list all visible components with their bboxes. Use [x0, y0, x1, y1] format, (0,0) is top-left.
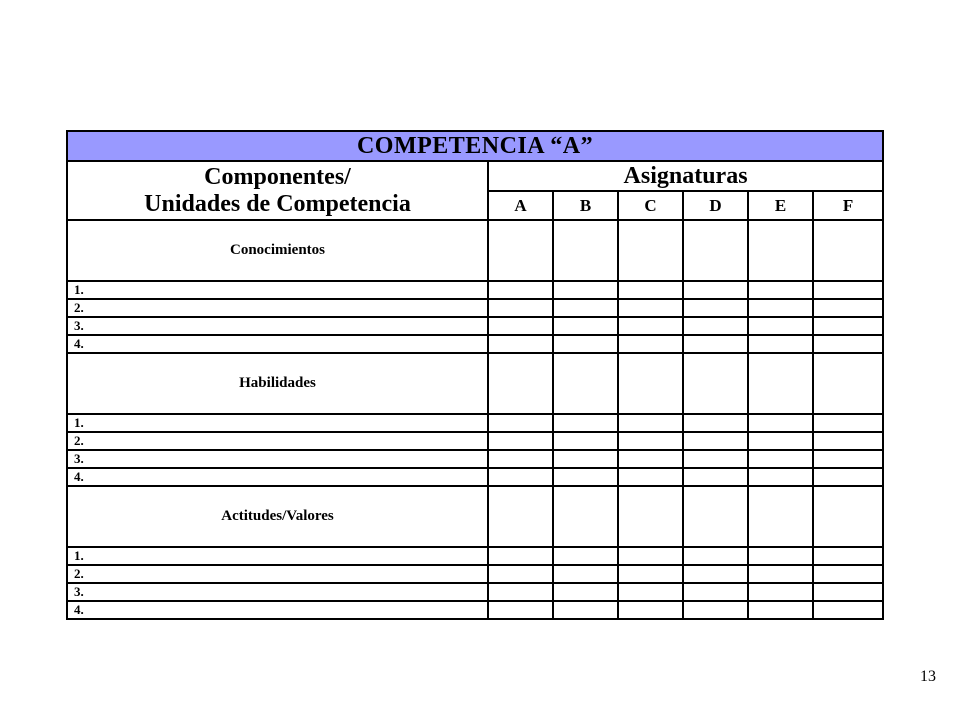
item-cell[interactable]	[683, 583, 748, 601]
item-cell[interactable]	[488, 468, 553, 486]
item-row	[67, 432, 883, 450]
item-cell[interactable]	[813, 450, 883, 468]
components-header-line1: Componentes/	[204, 163, 351, 190]
item-row	[67, 335, 883, 353]
item-cell[interactable]	[813, 547, 883, 565]
item-cell[interactable]	[553, 583, 618, 601]
page-number: 13	[920, 668, 936, 685]
section-cell[interactable]	[618, 220, 683, 281]
section-cell[interactable]	[488, 353, 553, 414]
item-number[interactable]: 3.	[67, 317, 488, 335]
item-number[interactable]: 1.	[67, 414, 488, 432]
item-number[interactable]: 2.	[67, 565, 488, 583]
section-cell[interactable]	[618, 486, 683, 547]
item-cell[interactable]	[748, 583, 813, 601]
subject-header-f: F	[813, 191, 883, 220]
item-cell[interactable]	[553, 468, 618, 486]
item-cell[interactable]	[618, 432, 683, 450]
item-number[interactable]: 4.	[67, 601, 488, 619]
subject-header-a: A	[488, 191, 553, 220]
section-cell[interactable]	[813, 220, 883, 281]
item-cell[interactable]	[553, 414, 618, 432]
item-number[interactable]: 1.	[67, 281, 488, 299]
item-number[interactable]: 2.	[67, 432, 488, 450]
item-cell[interactable]	[618, 281, 683, 299]
item-cell[interactable]	[553, 565, 618, 583]
item-number[interactable]: 3.	[67, 583, 488, 601]
section-cell[interactable]	[748, 353, 813, 414]
section-row	[67, 486, 883, 547]
item-cell[interactable]	[748, 450, 813, 468]
item-cell[interactable]	[488, 583, 553, 601]
item-row	[67, 299, 883, 317]
section-label: Habilidades	[67, 353, 488, 414]
item-cell[interactable]	[813, 432, 883, 450]
section-cell[interactable]	[683, 486, 748, 547]
item-cell[interactable]	[748, 281, 813, 299]
item-cell[interactable]	[618, 601, 683, 619]
item-row	[67, 317, 883, 335]
item-cell[interactable]	[618, 299, 683, 317]
item-number[interactable]: 4.	[67, 468, 488, 486]
item-cell[interactable]	[748, 601, 813, 619]
item-cell[interactable]	[553, 432, 618, 450]
item-cell[interactable]	[748, 317, 813, 335]
subject-header-e: E	[748, 191, 813, 220]
item-cell[interactable]	[813, 317, 883, 335]
item-cell[interactable]	[488, 565, 553, 583]
item-cell[interactable]	[683, 299, 748, 317]
item-row	[67, 583, 883, 601]
section-row	[67, 220, 883, 281]
subject-header-b: B	[553, 191, 618, 220]
item-cell[interactable]	[553, 450, 618, 468]
item-cell[interactable]	[813, 468, 883, 486]
item-number[interactable]: 1.	[67, 547, 488, 565]
item-cell[interactable]	[553, 547, 618, 565]
item-row	[67, 547, 883, 565]
section-cell[interactable]	[813, 353, 883, 414]
item-cell[interactable]	[553, 335, 618, 353]
section-cell[interactable]	[618, 353, 683, 414]
item-number[interactable]: 2.	[67, 299, 488, 317]
item-cell[interactable]	[683, 317, 748, 335]
item-cell[interactable]	[813, 299, 883, 317]
item-cell[interactable]	[553, 317, 618, 335]
item-cell[interactable]	[488, 281, 553, 299]
item-cell[interactable]	[683, 468, 748, 486]
item-cell[interactable]	[748, 299, 813, 317]
section-label: Actitudes/Valores	[67, 486, 488, 547]
item-cell[interactable]	[553, 601, 618, 619]
competency-table	[66, 130, 884, 620]
item-cell[interactable]	[683, 335, 748, 353]
item-number[interactable]: 4.	[67, 335, 488, 353]
item-cell[interactable]	[488, 547, 553, 565]
item-cell[interactable]	[748, 565, 813, 583]
item-cell[interactable]	[813, 583, 883, 601]
item-cell[interactable]	[813, 565, 883, 583]
item-number[interactable]: 3.	[67, 450, 488, 468]
section-cell[interactable]	[488, 220, 553, 281]
section-label: Conocimientos	[67, 220, 488, 281]
subjects-header: Asignaturas	[488, 161, 883, 191]
section-cell[interactable]	[813, 486, 883, 547]
item-cell[interactable]	[488, 317, 553, 335]
item-cell[interactable]	[748, 414, 813, 432]
item-cell[interactable]	[748, 547, 813, 565]
item-row	[67, 601, 883, 619]
components-header-line2: Unidades de Competencia	[144, 190, 411, 217]
section-cell[interactable]	[748, 220, 813, 281]
item-cell[interactable]	[488, 450, 553, 468]
item-cell[interactable]	[683, 281, 748, 299]
section-cell[interactable]	[748, 486, 813, 547]
item-cell[interactable]	[813, 414, 883, 432]
item-cell[interactable]	[618, 335, 683, 353]
item-cell[interactable]	[748, 335, 813, 353]
item-cell[interactable]	[488, 299, 553, 317]
section-row	[67, 353, 883, 414]
item-cell[interactable]	[683, 414, 748, 432]
item-cell[interactable]	[683, 450, 748, 468]
components-header	[67, 161, 488, 220]
item-cell[interactable]	[813, 601, 883, 619]
item-cell[interactable]	[683, 432, 748, 450]
item-cell[interactable]	[813, 335, 883, 353]
section-cell[interactable]	[553, 220, 618, 281]
item-cell[interactable]	[553, 281, 618, 299]
item-cell[interactable]	[488, 335, 553, 353]
item-cell[interactable]	[618, 468, 683, 486]
item-cell[interactable]	[553, 299, 618, 317]
item-row	[67, 468, 883, 486]
item-cell[interactable]	[488, 414, 553, 432]
subject-header-d: D	[683, 191, 748, 220]
item-cell[interactable]	[618, 565, 683, 583]
item-cell[interactable]	[488, 601, 553, 619]
item-cell[interactable]	[683, 565, 748, 583]
item-cell[interactable]	[618, 547, 683, 565]
item-cell[interactable]	[618, 583, 683, 601]
item-cell[interactable]	[488, 432, 553, 450]
section-cell[interactable]	[488, 486, 553, 547]
section-cell[interactable]	[553, 353, 618, 414]
item-row	[67, 450, 883, 468]
section-cell[interactable]	[553, 486, 618, 547]
item-cell[interactable]	[683, 601, 748, 619]
item-cell[interactable]	[813, 281, 883, 299]
item-row	[67, 281, 883, 299]
section-cell[interactable]	[683, 353, 748, 414]
table-title: COMPETENCIA “A”	[67, 131, 883, 161]
item-cell[interactable]	[618, 450, 683, 468]
item-cell[interactable]	[618, 317, 683, 335]
section-cell[interactable]	[683, 220, 748, 281]
subject-header-c: C	[618, 191, 683, 220]
item-row	[67, 414, 883, 432]
item-cell[interactable]	[748, 468, 813, 486]
item-cell[interactable]	[748, 432, 813, 450]
item-cell[interactable]	[683, 547, 748, 565]
item-cell[interactable]	[618, 414, 683, 432]
item-row	[67, 565, 883, 583]
